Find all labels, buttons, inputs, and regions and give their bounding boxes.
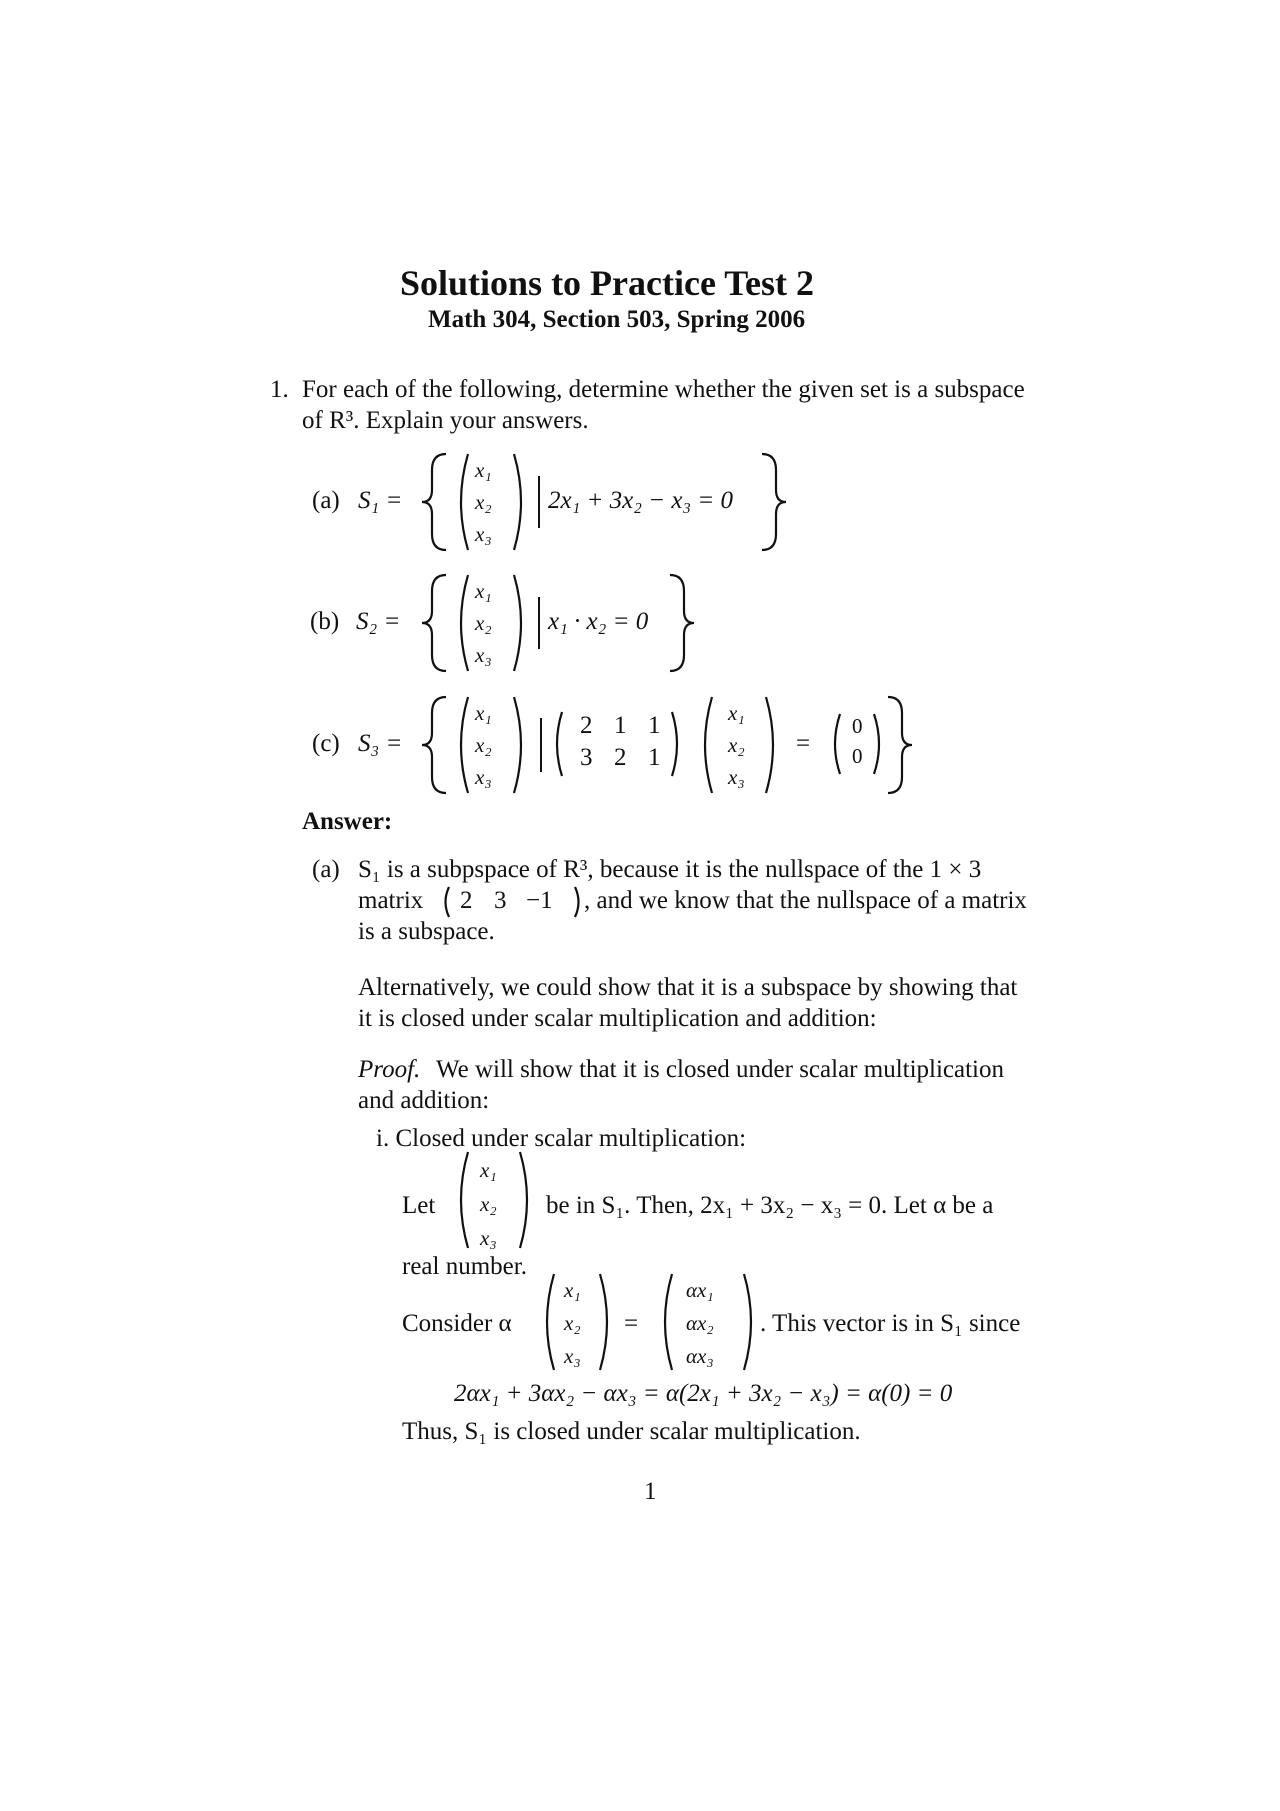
matrix-entry: 2 bbox=[580, 712, 593, 739]
part-label: (a) bbox=[312, 487, 340, 514]
page-title: Solutions to Practice Test 2 bbox=[400, 263, 814, 303]
part-label: (b) bbox=[310, 608, 340, 635]
vector-entry: x₂ bbox=[564, 1311, 581, 1335]
left-paren bbox=[452, 452, 472, 552]
vector-entry: x₃ bbox=[475, 643, 492, 667]
vector-entry: x₁ bbox=[475, 701, 492, 725]
answer-part-label: (a) bbox=[312, 856, 340, 883]
vector-entry: x₂ bbox=[728, 733, 745, 757]
rhs-entry: 0 bbox=[852, 744, 863, 768]
rhs-entry: 0 bbox=[852, 714, 863, 738]
proof-line-1: We will show that it is closed under scalar multiplication bbox=[436, 1056, 1005, 1083]
matrix-entry: 2 bbox=[614, 744, 627, 771]
right-paren bbox=[510, 573, 530, 673]
set-condition: x₁ · x₂ = 0 bbox=[548, 608, 649, 635]
set-name: S₃ = bbox=[358, 730, 403, 757]
real-number-text: real number. bbox=[402, 1253, 527, 1280]
part-label: (c) bbox=[312, 730, 340, 757]
left-paren bbox=[452, 695, 472, 795]
page-number: 1 bbox=[644, 1478, 657, 1505]
such-that-bar bbox=[536, 597, 542, 649]
left-paren bbox=[452, 1150, 472, 1250]
such-that-bar bbox=[538, 718, 544, 772]
answer-line-2-pre: matrix bbox=[358, 887, 424, 914]
question-line-2: of R³. Explain your answers. bbox=[302, 407, 589, 434]
right-paren bbox=[572, 886, 584, 920]
left-paren bbox=[440, 886, 452, 920]
vector-entry: x₁ bbox=[728, 701, 745, 725]
left-paren bbox=[696, 695, 716, 795]
answer-line-1: S₁ is a subpspace of R³, because it is the nullspace of the 1 × 3 bbox=[358, 856, 982, 883]
let-text: be in S₁. Then, 2x₁ + 3x₂ − x₃ = 0. Let α be a bbox=[546, 1192, 994, 1219]
equals-sign: = bbox=[796, 730, 811, 757]
question-number: 1. bbox=[270, 376, 289, 403]
right-brace bbox=[884, 695, 914, 795]
left-paren bbox=[828, 712, 844, 776]
right-paren bbox=[516, 1150, 536, 1250]
vector-entry: x₃ bbox=[728, 765, 745, 789]
row-matrix-entry: 2 bbox=[460, 887, 473, 914]
matrix-entry: 3 bbox=[580, 744, 593, 771]
let-word: Let bbox=[402, 1192, 436, 1219]
vector-entry: x₁ bbox=[475, 579, 492, 603]
left-brace bbox=[420, 695, 450, 795]
left-paren bbox=[550, 710, 566, 778]
set-name: S₂ = bbox=[356, 608, 401, 635]
vector-entry: x₃ bbox=[480, 1226, 497, 1250]
proof-label: Proof. bbox=[358, 1056, 421, 1083]
right-brace bbox=[666, 573, 696, 673]
result-vector-entry: αx₂ bbox=[686, 1311, 714, 1335]
vector-entry: x₂ bbox=[480, 1192, 497, 1216]
left-paren bbox=[452, 573, 472, 673]
answer-heading: Answer: bbox=[302, 808, 393, 835]
vector-entry: x₃ bbox=[475, 765, 492, 789]
closed-scalar-item: i. Closed under scalar multiplication: bbox=[376, 1125, 747, 1152]
row-matrix-entry: 3 bbox=[494, 887, 507, 914]
vector-entry: x₃ bbox=[475, 522, 492, 546]
consider-followup: . This vector is in S₁ since bbox=[760, 1310, 1021, 1337]
left-brace bbox=[420, 452, 450, 552]
right-brace bbox=[758, 452, 788, 552]
vector-entry: x₁ bbox=[475, 458, 492, 482]
such-that-bar bbox=[536, 476, 542, 528]
vector-entry: x₁ bbox=[480, 1158, 497, 1182]
vector-entry: x₁ bbox=[564, 1278, 581, 1302]
vector-entry: x₂ bbox=[475, 490, 492, 514]
vector-entry: x₂ bbox=[475, 733, 492, 757]
left-paren bbox=[538, 1272, 558, 1372]
question-line-1: For each of the following, determine whether the given set is a subspace bbox=[302, 376, 1025, 403]
set-condition: 2x₁ + 3x₂ − x₃ = 0 bbox=[548, 487, 733, 514]
scalar-equation: 2αx₁ + 3αx₂ − αx₃ = α(2x₁ + 3x₂ − x₃) = α(0) = 0 bbox=[454, 1380, 953, 1407]
answer-line-2-post: , and we know that the nullspace of a matrix bbox=[584, 887, 1027, 914]
set-name: S₁ = bbox=[358, 487, 403, 514]
row-matrix-entry: −1 bbox=[526, 887, 553, 914]
matrix-entry: 1 bbox=[648, 744, 661, 771]
equals-sign: = bbox=[624, 1310, 639, 1337]
scalar-conclusion: Thus, S₁ is closed under scalar multiplication. bbox=[402, 1418, 861, 1445]
right-paren bbox=[510, 695, 530, 795]
left-paren bbox=[656, 1272, 676, 1372]
right-paren bbox=[596, 1272, 616, 1372]
alternatively-line-2: it is closed under scalar multiplication and addition: bbox=[358, 1005, 877, 1032]
right-paren bbox=[740, 1272, 760, 1372]
page-subtitle: Math 304, Section 503, Spring 2006 bbox=[428, 306, 806, 333]
vector-entry: x₃ bbox=[564, 1344, 581, 1368]
right-paren bbox=[762, 695, 782, 795]
result-vector-entry: αx₁ bbox=[686, 1278, 714, 1302]
right-paren bbox=[668, 710, 684, 778]
alternatively-line-1: Alternatively, we could show that it is a subspace by showing that bbox=[358, 974, 1018, 1001]
vector-entry: x₂ bbox=[475, 611, 492, 635]
matrix-entry: 1 bbox=[648, 712, 661, 739]
proof-line-2: and addition: bbox=[358, 1087, 490, 1114]
answer-line-3: is a subspace. bbox=[358, 918, 495, 945]
result-vector-entry: αx₃ bbox=[686, 1344, 714, 1368]
matrix-entry: 1 bbox=[614, 712, 627, 739]
right-paren bbox=[510, 452, 530, 552]
consider-text: Consider α bbox=[402, 1310, 512, 1337]
left-brace bbox=[420, 573, 450, 673]
